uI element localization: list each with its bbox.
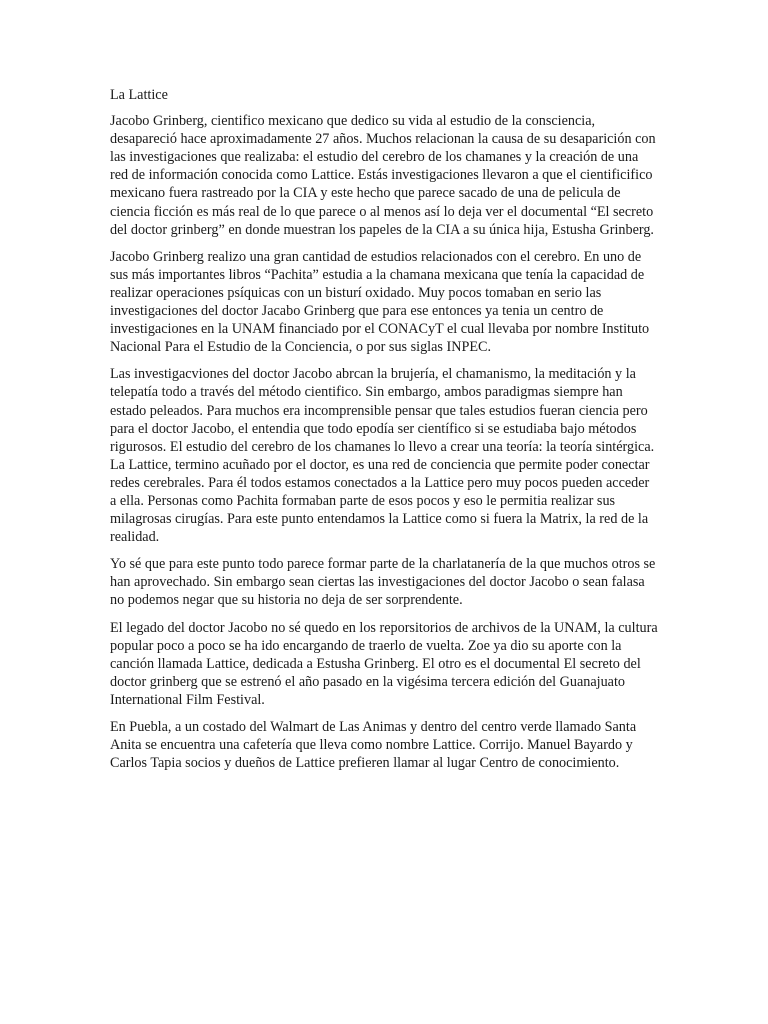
document-title: La Lattice <box>110 87 168 103</box>
document-page <box>110 86 658 781</box>
paragraph-2: Jacobo Grinberg realizo una gran cantidad de estudios relacionados con el cerebro. En uno de sus más importantes libros “Pachita” estudia a la chamana mexicana que tenía la capacidad de realizar operaciones psíquicas con un bisturí oxidado. Muy pocos tomaban en serio las investigaciones del doctor Jacabo Grinberg que para ese entonces ya tenia un centro de investigaciones en la UNAM financiado por el CONACyT el cual llevaba por nombre Instituto Nacional Para el Estudio de la Conciencia, o por sus siglas INPEC. <box>110 248 650 356</box>
paragraph-5: El legado del doctor Jacobo no sé quedo en los reporsitorios de archivos de la UNAM, la cultura popular poco a poco se ha ido encargando de traerlo de vuelta. Zoe ya dio su aporte con la canción llamada Lattice, dedicada a Estusha Grinberg. El otro es el documental El secreto del doctor grinberg que se estrenó el año pasado en la vigésima tercera edición del Guanajuato International Film Festival. <box>110 619 658 708</box>
paragraph-1: Jacobo Grinberg, cientifico mexicano que dedico su vida al estudio de la consciencia, desapareció hace aproximadamente 27 años. Muchos relacionan la causa de su desaparición con las investigaciones que realizaba: el estudio del cerebro de los chamanes y la creación de una red de información conocida como Lattice. Estás investigaciones llevaron a que el cientificifico mexicano fuera rastreado por la CIA y este hecho que parece sacado de una de pelicula de ciencia ficción es más real de lo que parece o al menos así lo deja ver el documental “El secreto del doctor grinberg” en donde muestran los papeles de la CIA a su única hija, Estusha Grinberg. <box>110 113 656 238</box>
paragraph-4: Yo sé que para este punto todo parece formar parte de la charlatanería de la que muchos otros se han aprovechado. Sin embargo sean ciertas las investigaciones del doctor Jacobo o sean falasa no podemos negar que su historia no deja de ser sorprendente. <box>110 556 656 609</box>
paragraph-3: Las investigacviones del doctor Jacobo abrcan la brujería, el chamanismo, la meditación y la telepatía todo a través del método cientifico. Sin embargo, ambos paradigmas siempre han estado peleados. Para muchos era incomprensible pensar que tales estudios fueran ciencia pero para el doctor Jacobo, el entendia que todo epodía ser científico si se estudiaba bajo métodos rigurosos. El estudio del cerebro de los chamanes lo llevo a crear una teoría: la teoría sintérgica. La Lattice, termino acuñado por el doctor, es una red de conciencia que permite poder conectar redes cerebrales. Para él todos estamos conectados a la Lattice pero muy pocos pueden acceder a ella. Personas como Pachita formaban parte de esos pocos y eso le permitia realizar sus milagrosas cirugías. Para este punto entendamos la Lattice como si fuera la Matrix, la red de la realidad. <box>110 366 655 546</box>
paragraph-6: En Puebla, a un costado del Walmart de Las Animas y dentro del centro verde llamado Santa Anita se encuentra una cafetería que lleva como nombre Lattice. Corrijo. Manuel Bayardo y Carlos Tapia socios y dueños de Lattice prefieren llamar al lugar Centro de conocimiento. <box>110 719 637 772</box>
